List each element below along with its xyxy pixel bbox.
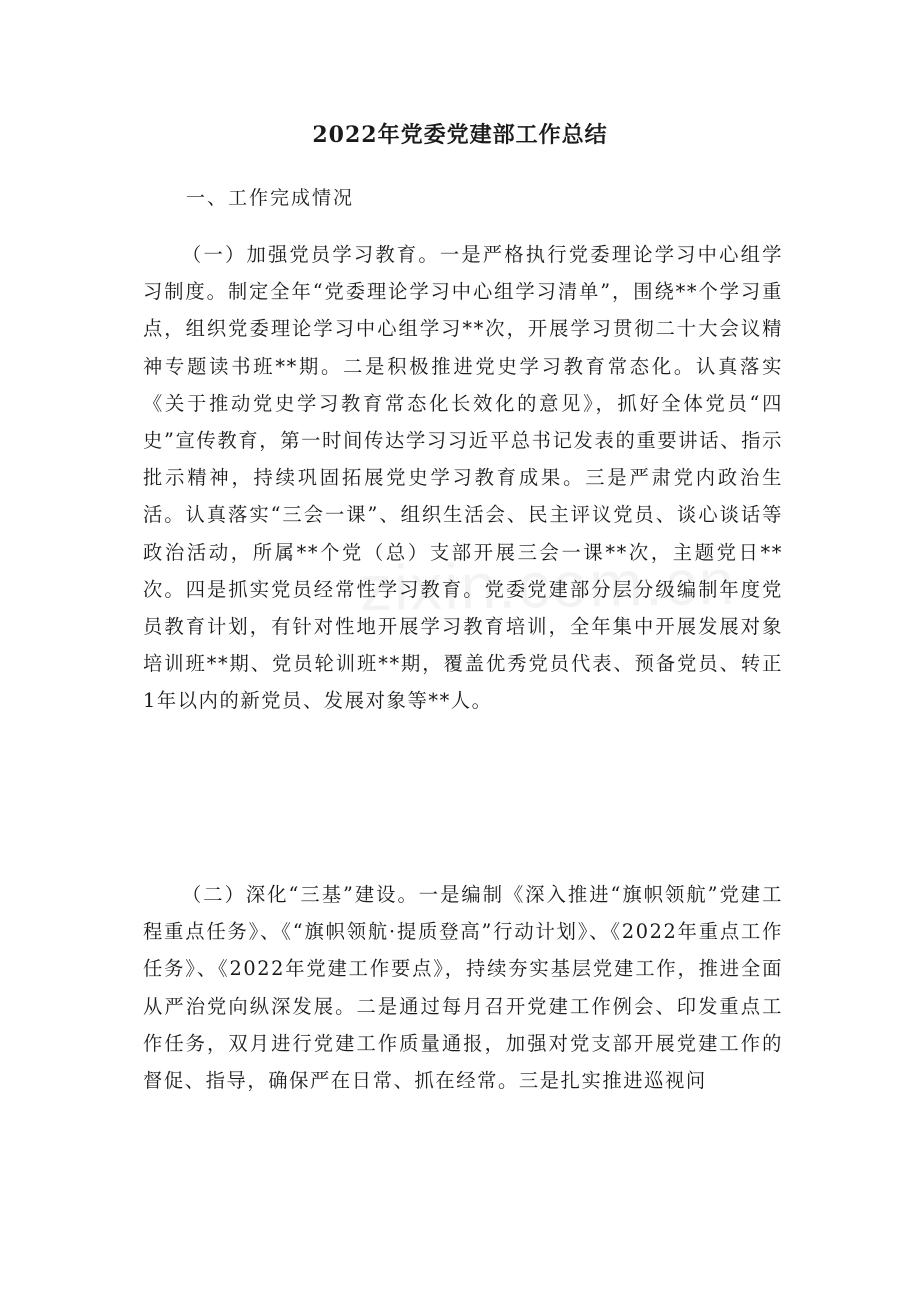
paragraph-study-education: （一）加强党员学习教育。一是严格执行党委理论学习中心组学习制度。制定全年“党委理论学习中心组学习清单”，围绕**个学习重点，组织党委理论学习中心组学习**次，开展学习贯彻二十大会议精神专题读书班**期。二是积极推进党史学习教育常态化。认真落实《关于推动党史学习教育常态化长效化的意见》，抓好全体党员“四史”宣传教育，第一时间传达学习习近平总书记发表的重要讲话、指示批示精神，持续巩固拓展党史学习教育成果。三是严肃党内政治生活。认真落实“三会一课”、组织生活会、民主评议党员、谈心谈话等政治活动，所属**个党（总）支部开展三会一课**次，主题党日**次。四是抓实党员经常性学习教育。党委党建部分层分级编制年度党员教育计划，有针对性地开展学习教育培训，全年集中开展发展对象培训班**期、党员轮训班**期，覆盖优秀党员代表、预备党员、转正1年以内的新党员、发展对象等**人。 [143,243,783,713]
section-heading: 一、工作完成情况 [186,187,355,209]
paragraph-three-basics: （二）深化“三基”建设。一是编制《深入推进“旗帜领航”党建工程重点任务》、《“旗帜领航·提质登高”行动计划》、《2022年重点工作任务》、《2022年党建工作要点》，持续夯实基层党建工作，推进全面从严治党向纵深发展。二是通过每月召开党建工作例会、印发重点工作任务，双月进行党建工作质量通报，加强对党支部开展党建工作的督促、指导，确保严在日常、抓在经常。三是扎实推进巡视问 [143,883,783,1093]
document-title: 2022年党委党建部工作总结 [312,122,608,148]
